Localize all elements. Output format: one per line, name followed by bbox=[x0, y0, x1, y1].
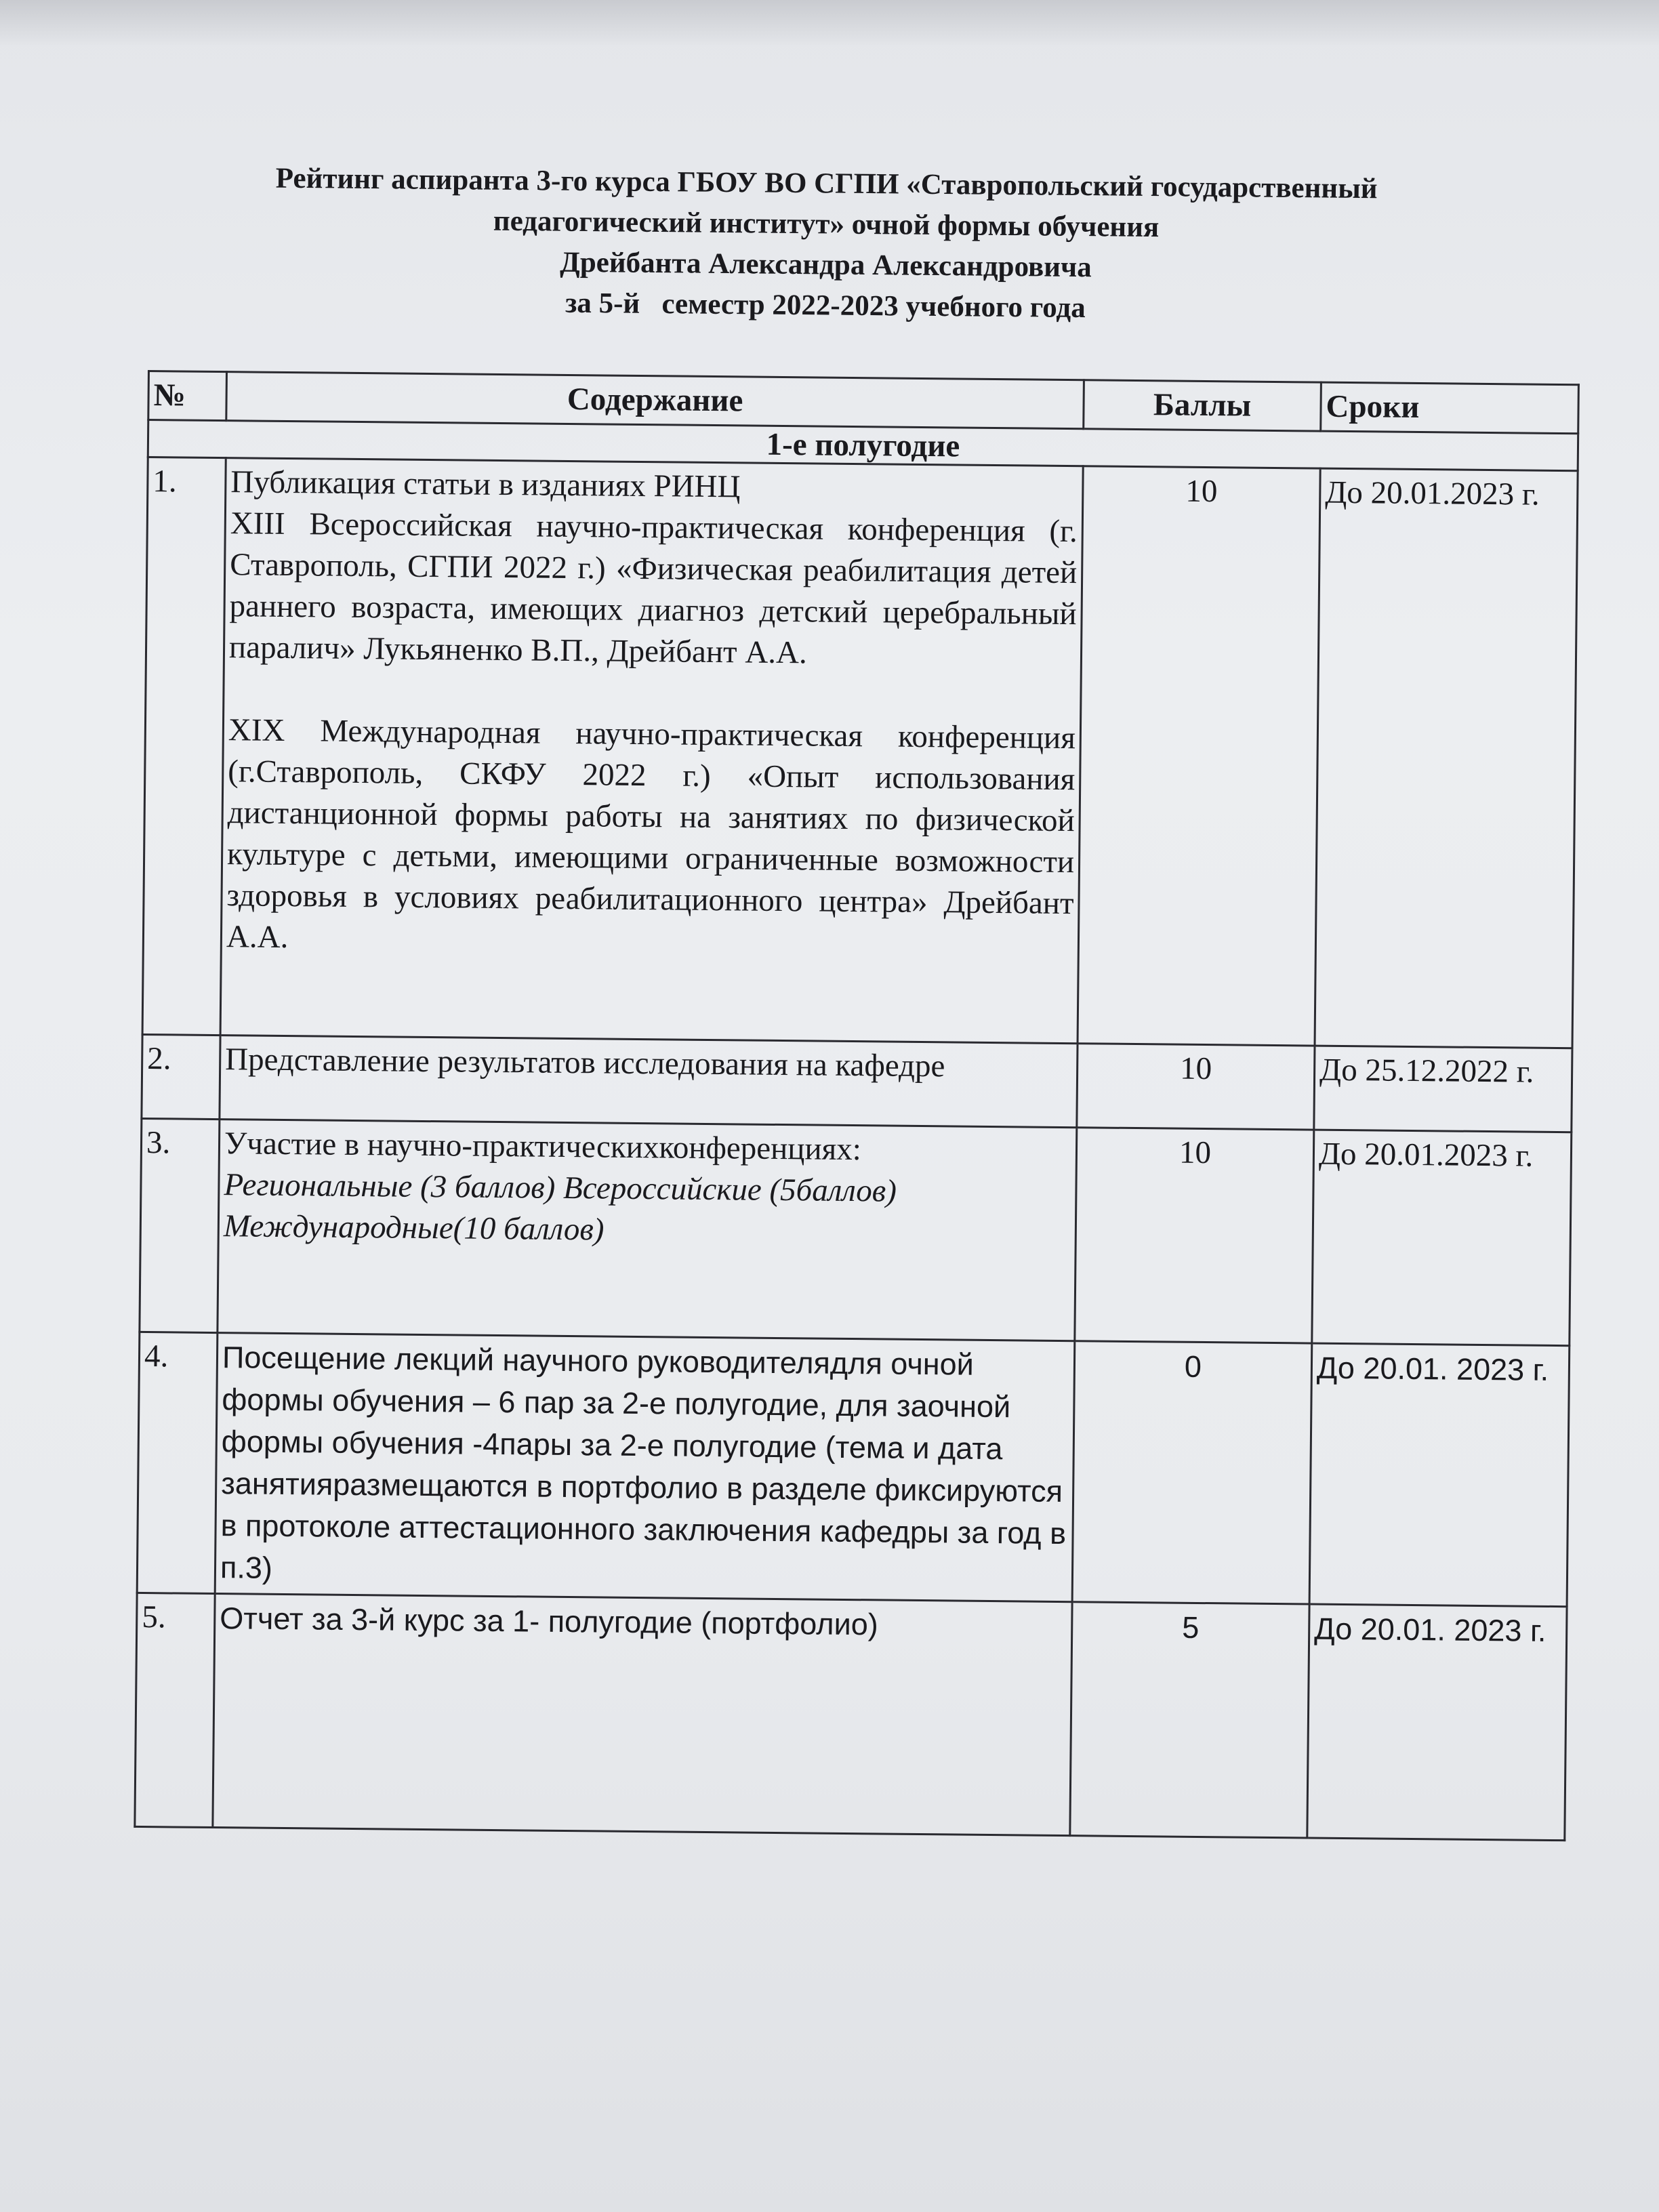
top-shadow bbox=[0, 0, 1659, 47]
table-row bbox=[142, 1034, 1572, 1132]
row-points: 10 bbox=[1075, 1128, 1314, 1343]
header-line-2: педагогический институт» очной формы обучения bbox=[493, 205, 1160, 244]
row-paragraph-1: XIII Всероссийская научно-практическая конференция (г. Ставрополь, СГПИ 2022 г.) «Физическая реабилитация детей раннего возраста, имеющих диагноз детский церебральный паралич» Лукьяненко В.П., Дрейбант А.А. bbox=[228, 506, 1078, 671]
document-header bbox=[161, 157, 1491, 333]
rating-table bbox=[134, 370, 1580, 1841]
row-deadline: До 20.01. 2023 г. bbox=[1307, 1604, 1567, 1841]
row-italic-note: Региональные (3 баллов) Всероссийские (5баллов) Международные(10 баллов) bbox=[223, 1167, 897, 1248]
row-deadline: До 20.01.2023 г. bbox=[1315, 468, 1578, 1048]
row-deadline: До 25.12.2022 г. bbox=[1314, 1046, 1572, 1132]
row-content: Посещение лекций научного руководителядля очной формы обучения – 6 пар за 2-е полугодие, для заочной формы обучения -4пары за 2-е полугодие (тема и дата занятияразмещаются в портфолио в разделе фиксируются в протоколе аттестационного заключения кафедры за год в п.3) bbox=[215, 1333, 1075, 1602]
row-number: 3. bbox=[140, 1118, 220, 1332]
header-line-4: за 5-й семестр 2022-2023 учебного года bbox=[565, 287, 1086, 325]
row-points: 0 bbox=[1072, 1341, 1312, 1604]
row-number: 5. bbox=[135, 1593, 215, 1827]
table-row bbox=[140, 1118, 1572, 1345]
row-deadline: До 20.01. 2023 г. bbox=[1309, 1343, 1570, 1607]
header-line-3: Дрейбанта Александра Александровича bbox=[560, 246, 1092, 284]
row-content bbox=[220, 458, 1083, 1044]
row-number: 1. bbox=[142, 457, 226, 1036]
table-row bbox=[142, 457, 1578, 1048]
header-line-1: Рейтинг аспиранта 3-го курса ГБОУ ВО СГПИ «Ставропольский государственный bbox=[275, 162, 1378, 205]
table-row bbox=[135, 1593, 1567, 1840]
row-content bbox=[218, 1120, 1077, 1341]
row-content: Представление результатов исследования на кафедре bbox=[220, 1036, 1078, 1128]
table-row bbox=[137, 1332, 1570, 1606]
row-title: Публикация статьи в изданиях РИНЦ bbox=[230, 464, 741, 505]
row-title: Участие в научно-практическихконференциях: bbox=[224, 1126, 862, 1168]
column-header-deadline: Сроки bbox=[1321, 382, 1579, 434]
row-number: 2. bbox=[142, 1034, 220, 1119]
section-title: 1-е полугодие bbox=[148, 420, 1578, 471]
row-points: 10 bbox=[1077, 1044, 1315, 1130]
row-points: 10 bbox=[1078, 466, 1320, 1046]
column-header-content: Содержание bbox=[226, 372, 1084, 429]
row-points: 5 bbox=[1070, 1602, 1309, 1838]
rating-table-wrapper bbox=[134, 370, 1580, 1841]
row-content: Отчет за 3-й курс за 1- полугодие (портфолио) bbox=[213, 1594, 1072, 1836]
row-paragraph-2: XIX Международная научно-практическая конференция (г.Ставрополь, СКФУ 2022 г.) «Опыт использования дистанционной формы работы на занятиях по физической культуре с детьми, имеющими ограниченные возможности здоровья в условиях реабилитационного центра» Дрейбант А.А. bbox=[226, 712, 1076, 956]
column-header-number: № bbox=[148, 371, 227, 421]
row-deadline: До 20.01.2023 г. bbox=[1312, 1130, 1572, 1346]
row-number: 4. bbox=[137, 1332, 218, 1593]
column-header-points: Баллы bbox=[1084, 380, 1322, 431]
